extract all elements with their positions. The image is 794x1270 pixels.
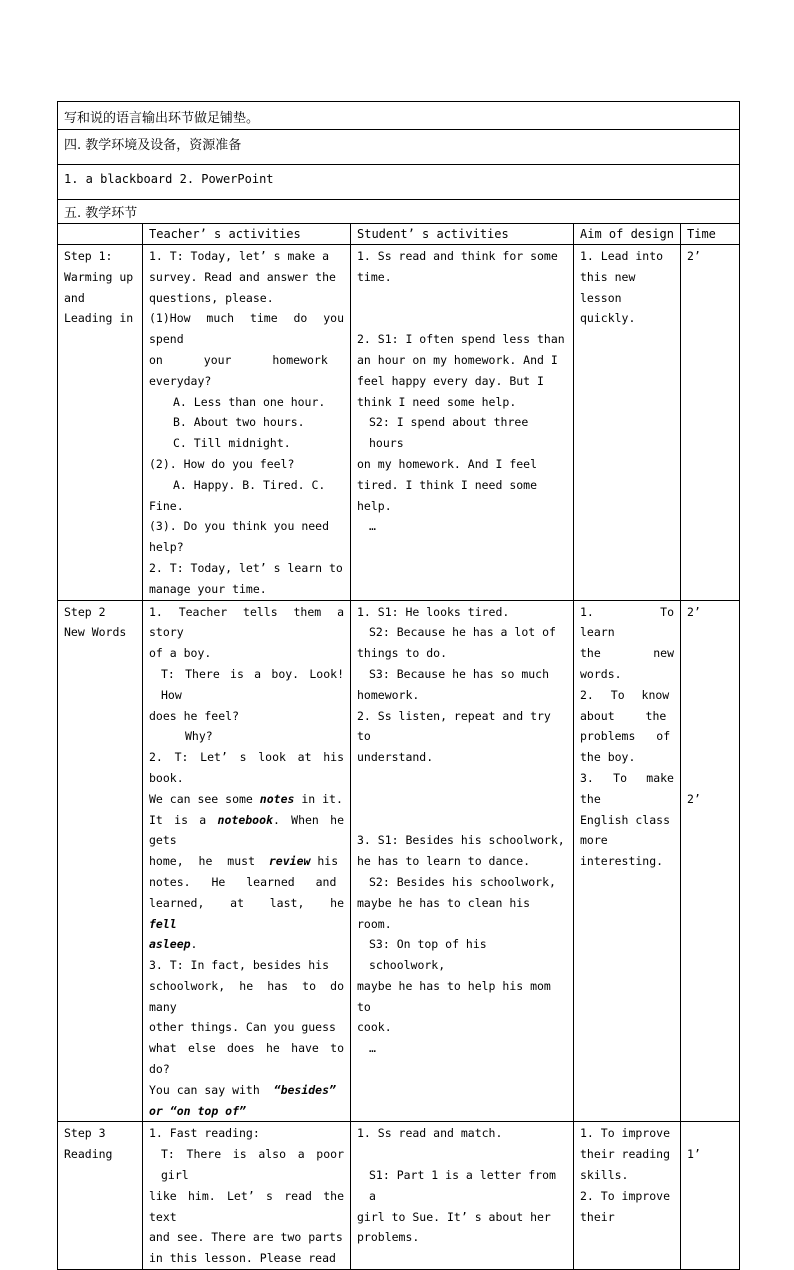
- time-value: 2’: [687, 249, 701, 263]
- aim-line: 2. To improve: [580, 1188, 671, 1203]
- aim-cell: [574, 1122, 681, 1270]
- intro-text: 写和说的语言输出环节做足铺垫。: [58, 102, 740, 130]
- table-row-step-3: [58, 1122, 740, 1270]
- teacher-text: We can see some: [149, 791, 253, 806]
- spacer: [357, 308, 567, 329]
- teacher-line: everyday?: [149, 373, 212, 388]
- step-line: Warming up: [64, 269, 134, 284]
- spacer: [687, 622, 733, 643]
- table-row-step-1: [58, 245, 740, 601]
- aim-line: about the: [580, 708, 667, 723]
- time-cell: [681, 600, 740, 1122]
- step-line: New Words: [64, 625, 127, 640]
- student-line: S1: Part 1 is a letter from a: [369, 1168, 563, 1203]
- header-aim-of-design: Aim of design: [574, 224, 681, 245]
- aim-line: 1. Lead into: [580, 249, 664, 263]
- spacer: [357, 768, 567, 789]
- keyword-or: or: [149, 1103, 163, 1118]
- teacher-line: like him. Let’ s read the text: [149, 1188, 351, 1224]
- student-line: maybe he has to help his mom to: [357, 978, 558, 1014]
- student-activities-cell: [351, 600, 574, 1122]
- teacher-line: [149, 789, 344, 810]
- teacher-text: in it.: [301, 791, 343, 806]
- aim-line: lesson: [580, 290, 622, 305]
- lesson-plan-page: [57, 101, 739, 1270]
- teacher-activities-cell: [143, 600, 351, 1122]
- student-line: feel happy every day. But I: [357, 373, 544, 388]
- aim-line: interesting.: [580, 854, 664, 869]
- keyword-fell: fell: [149, 916, 177, 931]
- teacher-text: home, he must: [149, 854, 256, 869]
- teacher-text: It is a: [149, 812, 207, 827]
- student-line: …: [369, 519, 376, 534]
- teacher-line: [149, 934, 344, 955]
- student-line: 2. S1: I often spend less than: [357, 332, 565, 347]
- aim-cell: [574, 600, 691, 1122]
- teacher-line: (3). Do you think you need: [149, 519, 330, 534]
- student-line: think I need some help.: [357, 394, 517, 409]
- aim-line: 1. To learn: [580, 604, 691, 640]
- teacher-text: You can say with: [149, 1082, 260, 1097]
- time-value: 2’: [687, 604, 701, 619]
- teacher-line: (2). How do you feel?: [149, 456, 295, 471]
- section-four-items-row: [58, 165, 740, 200]
- spacer: [687, 706, 733, 727]
- teacher-line: [149, 851, 344, 872]
- student-line: an hour on my homework. And I: [357, 352, 558, 367]
- spacer: [357, 789, 567, 810]
- teacher-line: C. Till midnight.: [173, 436, 291, 451]
- step-line: Step 2: [64, 604, 106, 619]
- aim-line: 3. To make the: [580, 770, 681, 806]
- spacer: [687, 643, 733, 664]
- teacher-line: help?: [149, 540, 184, 555]
- aim-line: the boy.: [580, 750, 636, 765]
- spacer: [687, 1123, 733, 1144]
- student-line: S3: Because he has so much: [369, 666, 550, 681]
- step-line: Leading in: [64, 311, 134, 326]
- section-five-title-row: [58, 200, 740, 224]
- student-line: S2: Because he has a lot of: [369, 625, 556, 640]
- aim-line: their: [580, 1209, 615, 1224]
- student-line: …: [369, 1041, 376, 1056]
- keyword-notes: notes: [259, 791, 295, 806]
- teacher-activities-cell: [143, 245, 351, 601]
- student-activities-cell: [351, 1122, 574, 1270]
- teacher-line: notes. He learned and: [149, 874, 337, 889]
- student-line: 1. Ss read and think for some: [357, 249, 558, 263]
- student-line: 1. S1: He looks tired.: [357, 604, 510, 619]
- table-row-step-2: [58, 600, 740, 1122]
- student-line: problems.: [357, 1230, 420, 1245]
- student-line: homework.: [357, 687, 420, 702]
- teacher-line: [149, 1101, 344, 1122]
- step-line: Step 1:: [64, 249, 113, 263]
- student-line: S2: I spend about three hours: [369, 415, 536, 451]
- aim-line: their reading: [580, 1147, 671, 1162]
- teacher-line: A. Happy. B. Tired. C.: [173, 477, 326, 492]
- teacher-line: schoolwork, he has to do many: [149, 978, 351, 1014]
- teacher-line: of a boy.: [149, 646, 212, 661]
- student-activities-cell: [351, 245, 574, 601]
- aim-cell: [574, 245, 681, 601]
- aim-line: English class: [580, 812, 671, 827]
- teacher-line: on your homework: [149, 352, 328, 367]
- teacher-text: .: [190, 937, 198, 952]
- student-line: 2. Ss listen, repeat and try to: [357, 708, 558, 744]
- keyword-on-top-of: “on top of”: [169, 1103, 246, 1118]
- teacher-line: what else does he have to do?: [149, 1041, 351, 1077]
- teacher-line: does he feel?: [149, 708, 240, 723]
- keyword-besides: “besides”: [273, 1082, 336, 1097]
- time-cell: [681, 245, 740, 601]
- teacher-line: A. Less than one hour.: [173, 394, 326, 409]
- spacer: [687, 768, 733, 789]
- aim-line: this new: [580, 269, 636, 284]
- teacher-text: learned, at last, he: [149, 895, 344, 910]
- header-step: [58, 224, 143, 245]
- teacher-line: B. About two hours.: [173, 415, 305, 430]
- aim-line: skills.: [580, 1168, 629, 1183]
- intro-row: [58, 102, 740, 130]
- aim-line: 1. To improve: [580, 1126, 671, 1141]
- student-line: S3: On top of his schoolwork,: [369, 937, 494, 973]
- header-teacher-activities: Teacher’ s activities: [143, 224, 351, 245]
- table-header-row: [58, 224, 740, 245]
- teacher-line: 2. T: Let’ s look at his book.: [149, 750, 351, 785]
- header-student-activities: Student’ s activities: [351, 224, 574, 245]
- step-cell: [58, 245, 143, 601]
- time-value: 1’: [687, 1147, 701, 1162]
- keyword-notebook: notebook: [217, 812, 273, 827]
- spacer: [687, 664, 733, 685]
- step-line: Step 3: [64, 1126, 106, 1141]
- teacher-line: [149, 810, 351, 852]
- teacher-line: manage your time.: [149, 581, 267, 596]
- keyword-review: review: [268, 854, 311, 869]
- aim-line: 2. To know: [580, 687, 670, 702]
- teacher-line: T: There is a boy. Look! How: [161, 666, 351, 702]
- section-four-title: 四. 教学环境及设备，资源准备: [58, 130, 740, 165]
- teacher-line: other things. Can you guess: [149, 1020, 336, 1035]
- student-line: cook.: [357, 1020, 392, 1035]
- aim-line: problems of: [580, 729, 671, 744]
- step-line: Reading: [64, 1147, 113, 1162]
- aim-line: quickly.: [580, 311, 636, 326]
- aim-line: more: [580, 833, 608, 848]
- spacer: [687, 747, 733, 768]
- equipment-list: 1. a blackboard 2. PowerPoint: [58, 165, 740, 200]
- section-four-title-row: [58, 130, 740, 165]
- header-time: Time: [681, 224, 740, 245]
- teacher-line: [149, 1080, 344, 1101]
- student-line: 3. S1: Besides his schoolwork,: [357, 833, 565, 848]
- lesson-plan-table: [57, 101, 740, 1270]
- time-value: 2’: [687, 791, 701, 806]
- teacher-text: . When he gets: [149, 812, 351, 848]
- teacher-line: Fine.: [149, 498, 184, 513]
- teacher-line: Why?: [185, 729, 213, 744]
- student-line: girl to Sue. It’ s about her: [357, 1209, 551, 1224]
- student-line: tired. I think I need some help.: [357, 477, 544, 513]
- teacher-line: [149, 893, 344, 935]
- step-cell: [58, 1122, 143, 1270]
- teacher-line: (1)How much time do you spend: [149, 311, 351, 347]
- student-line: things to do.: [357, 646, 448, 661]
- spacer: [357, 1144, 567, 1165]
- section-five-title: 五. 教学环节: [58, 200, 740, 224]
- aim-line: the new words.: [580, 646, 681, 681]
- student-line: on my homework. And I feel: [357, 456, 538, 471]
- teacher-text: his: [317, 854, 339, 869]
- student-line: S2: Besides his schoolwork,: [369, 874, 556, 889]
- student-line: maybe he has to clean his room.: [357, 895, 538, 931]
- teacher-line: 1. Teacher tells them a story: [149, 604, 351, 640]
- teacher-line: 1. T: Today, let’ s make a: [149, 249, 330, 263]
- teacher-line: in this lesson. Please read: [149, 1251, 336, 1266]
- teacher-line: 2. T: Today, let’ s learn to: [149, 560, 343, 575]
- teacher-line: survey. Read and answer the: [149, 269, 336, 284]
- step-line: and: [64, 290, 85, 305]
- teacher-activities-cell: [143, 1122, 351, 1270]
- student-line: 1. Ss read and match.: [357, 1126, 503, 1141]
- teacher-line: and see. There are two parts: [149, 1230, 343, 1245]
- teacher-line: 3. T: In fact, besides his: [149, 958, 330, 973]
- step-cell: [58, 600, 143, 1122]
- student-line: understand.: [357, 750, 434, 765]
- teacher-line: 1. Fast reading:: [149, 1126, 260, 1141]
- teacher-line: questions, please.: [149, 290, 274, 305]
- spacer: [357, 810, 567, 831]
- teacher-line: T: There is also a poor girl: [161, 1147, 351, 1183]
- student-line: he has to learn to dance.: [357, 854, 531, 869]
- keyword-asleep: asleep: [149, 937, 191, 952]
- time-cell: [681, 1122, 740, 1270]
- spacer: [687, 685, 733, 706]
- spacer: [687, 726, 733, 747]
- student-line: time.: [357, 269, 392, 284]
- spacer: [357, 288, 567, 309]
